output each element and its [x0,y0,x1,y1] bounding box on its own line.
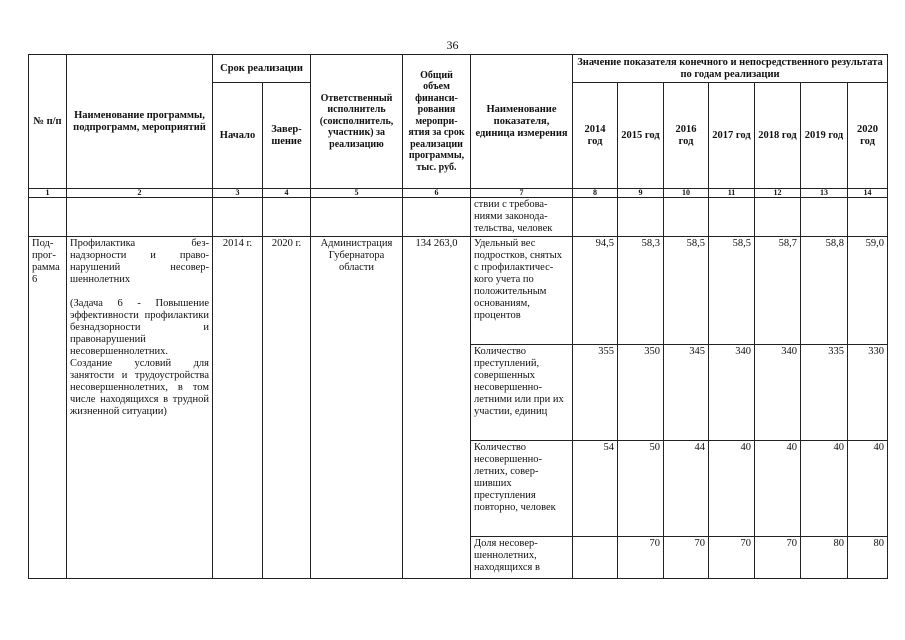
subprogram-num: Под-прог-рамма 6 [29,237,67,579]
indicator-value: 70 [618,537,664,579]
subprogram-start: 2014 г. [213,237,263,579]
column-number: 7 [471,189,573,198]
column-number: 3 [213,189,263,198]
column-number: 1 [29,189,67,198]
header-term: Срок реализации [213,55,311,83]
indicator-value: 40 [755,441,801,537]
column-number: 12 [755,189,801,198]
subprogram-end: 2020 г. [263,237,311,579]
column-number: 14 [848,189,888,198]
indicator-name: Доля несовер-шеннолетних, находящихся в [471,537,573,579]
header-year-2015: 2015 год [618,83,664,189]
header-year-2017: 2017 год [709,83,755,189]
header-values: Значение показателя конечного и непосредственного результата по годам реализации [573,55,888,83]
indicator-value: 58,5 [664,237,709,345]
indicator-value: 80 [801,537,848,579]
table-row [29,237,888,345]
header-year-2019: 2019 год [801,83,848,189]
column-number: 8 [573,189,618,198]
header-year-2016: 2016 год [664,83,709,189]
subprogram-volume: 134 263,0 [403,237,471,579]
column-number: 10 [664,189,709,198]
page-number: 36 [446,38,459,52]
header-end: Завер-шение [263,83,311,189]
indicator-value: 40 [709,441,755,537]
header-row-1 [29,55,888,83]
subprogram-task: (Задача 6 - Повышение эффективности профилактики безнадзорности и правонарушений несовершеннолетних. Создание условий для занятости и трудоустройства несовершеннолетних, в том числе находящихся в трудной жизненной ситуации) [70,298,209,417]
indicator-value: 50 [618,441,664,537]
header-year-2020: 2020 год [848,83,888,189]
indicator-name: Количество несовершенно-летних, совер-шивших преступления повторно, человек [471,441,573,537]
header-indicator: Наименование показателя, единица измерения [471,55,573,189]
indicator-value: 44 [664,441,709,537]
column-number: 5 [311,189,403,198]
column-number: 9 [618,189,664,198]
indicator-value [573,537,618,579]
indicator-value: 54 [573,441,618,537]
subprogram-responsible: Администрация Губернатора области [311,237,403,579]
header-year-2014: 2014 год [573,83,618,189]
column-number: 11 [709,189,755,198]
indicator-value: 350 [618,345,664,441]
subprogram-name: Профилактика без-надзорности и право-нарушений несовер-шеннолетних [70,238,209,285]
indicator-value: 40 [801,441,848,537]
header-name: Наименование программы, подпрограмм, мероприятий [67,55,213,189]
column-number: 6 [403,189,471,198]
indicator-value: 40 [848,441,888,537]
indicator-value: 70 [709,537,755,579]
indicator-value: 58,3 [618,237,664,345]
column-number: 2 [67,189,213,198]
indicator-value: 70 [664,537,709,579]
column-number-row [29,189,888,198]
continuation-row [29,198,888,237]
indicator-value: 355 [573,345,618,441]
indicator-value: 58,8 [801,237,848,345]
indicator-value: 58,7 [755,237,801,345]
indicator-value: 59,0 [848,237,888,345]
indicator-value: 58,5 [709,237,755,345]
indicator-value: 335 [801,345,848,441]
indicator-table [28,54,888,579]
continuation-text: ствии с требова-ниями законода-тельства, человек [471,198,573,237]
indicator-value: 340 [709,345,755,441]
header-year-2018: 2018 год [755,83,801,189]
indicator-value: 330 [848,345,888,441]
indicator-value: 94,5 [573,237,618,345]
indicator-value: 340 [755,345,801,441]
column-number: 4 [263,189,311,198]
header-num: № п/п [29,55,67,189]
indicator-name: Количество преступлений, совершенных несовершенно-летними или при их участии, единиц [471,345,573,441]
header-start: Начало [213,83,263,189]
header-responsible: Ответственный исполнитель (соисполнитель, участник) за реализацию [311,55,403,189]
indicator-name: Удельный вес подростков, снятых с профилактичес-кого учета по положительным основаниям, процентов [471,237,573,345]
header-volume: Общий объем финанси-рования меропри-ятия за срок реализации программы, тыс. руб. [403,55,471,189]
indicator-value: 70 [755,537,801,579]
indicator-value: 345 [664,345,709,441]
column-number: 13 [801,189,848,198]
subprogram-name-cell [67,237,213,579]
indicator-value: 80 [848,537,888,579]
